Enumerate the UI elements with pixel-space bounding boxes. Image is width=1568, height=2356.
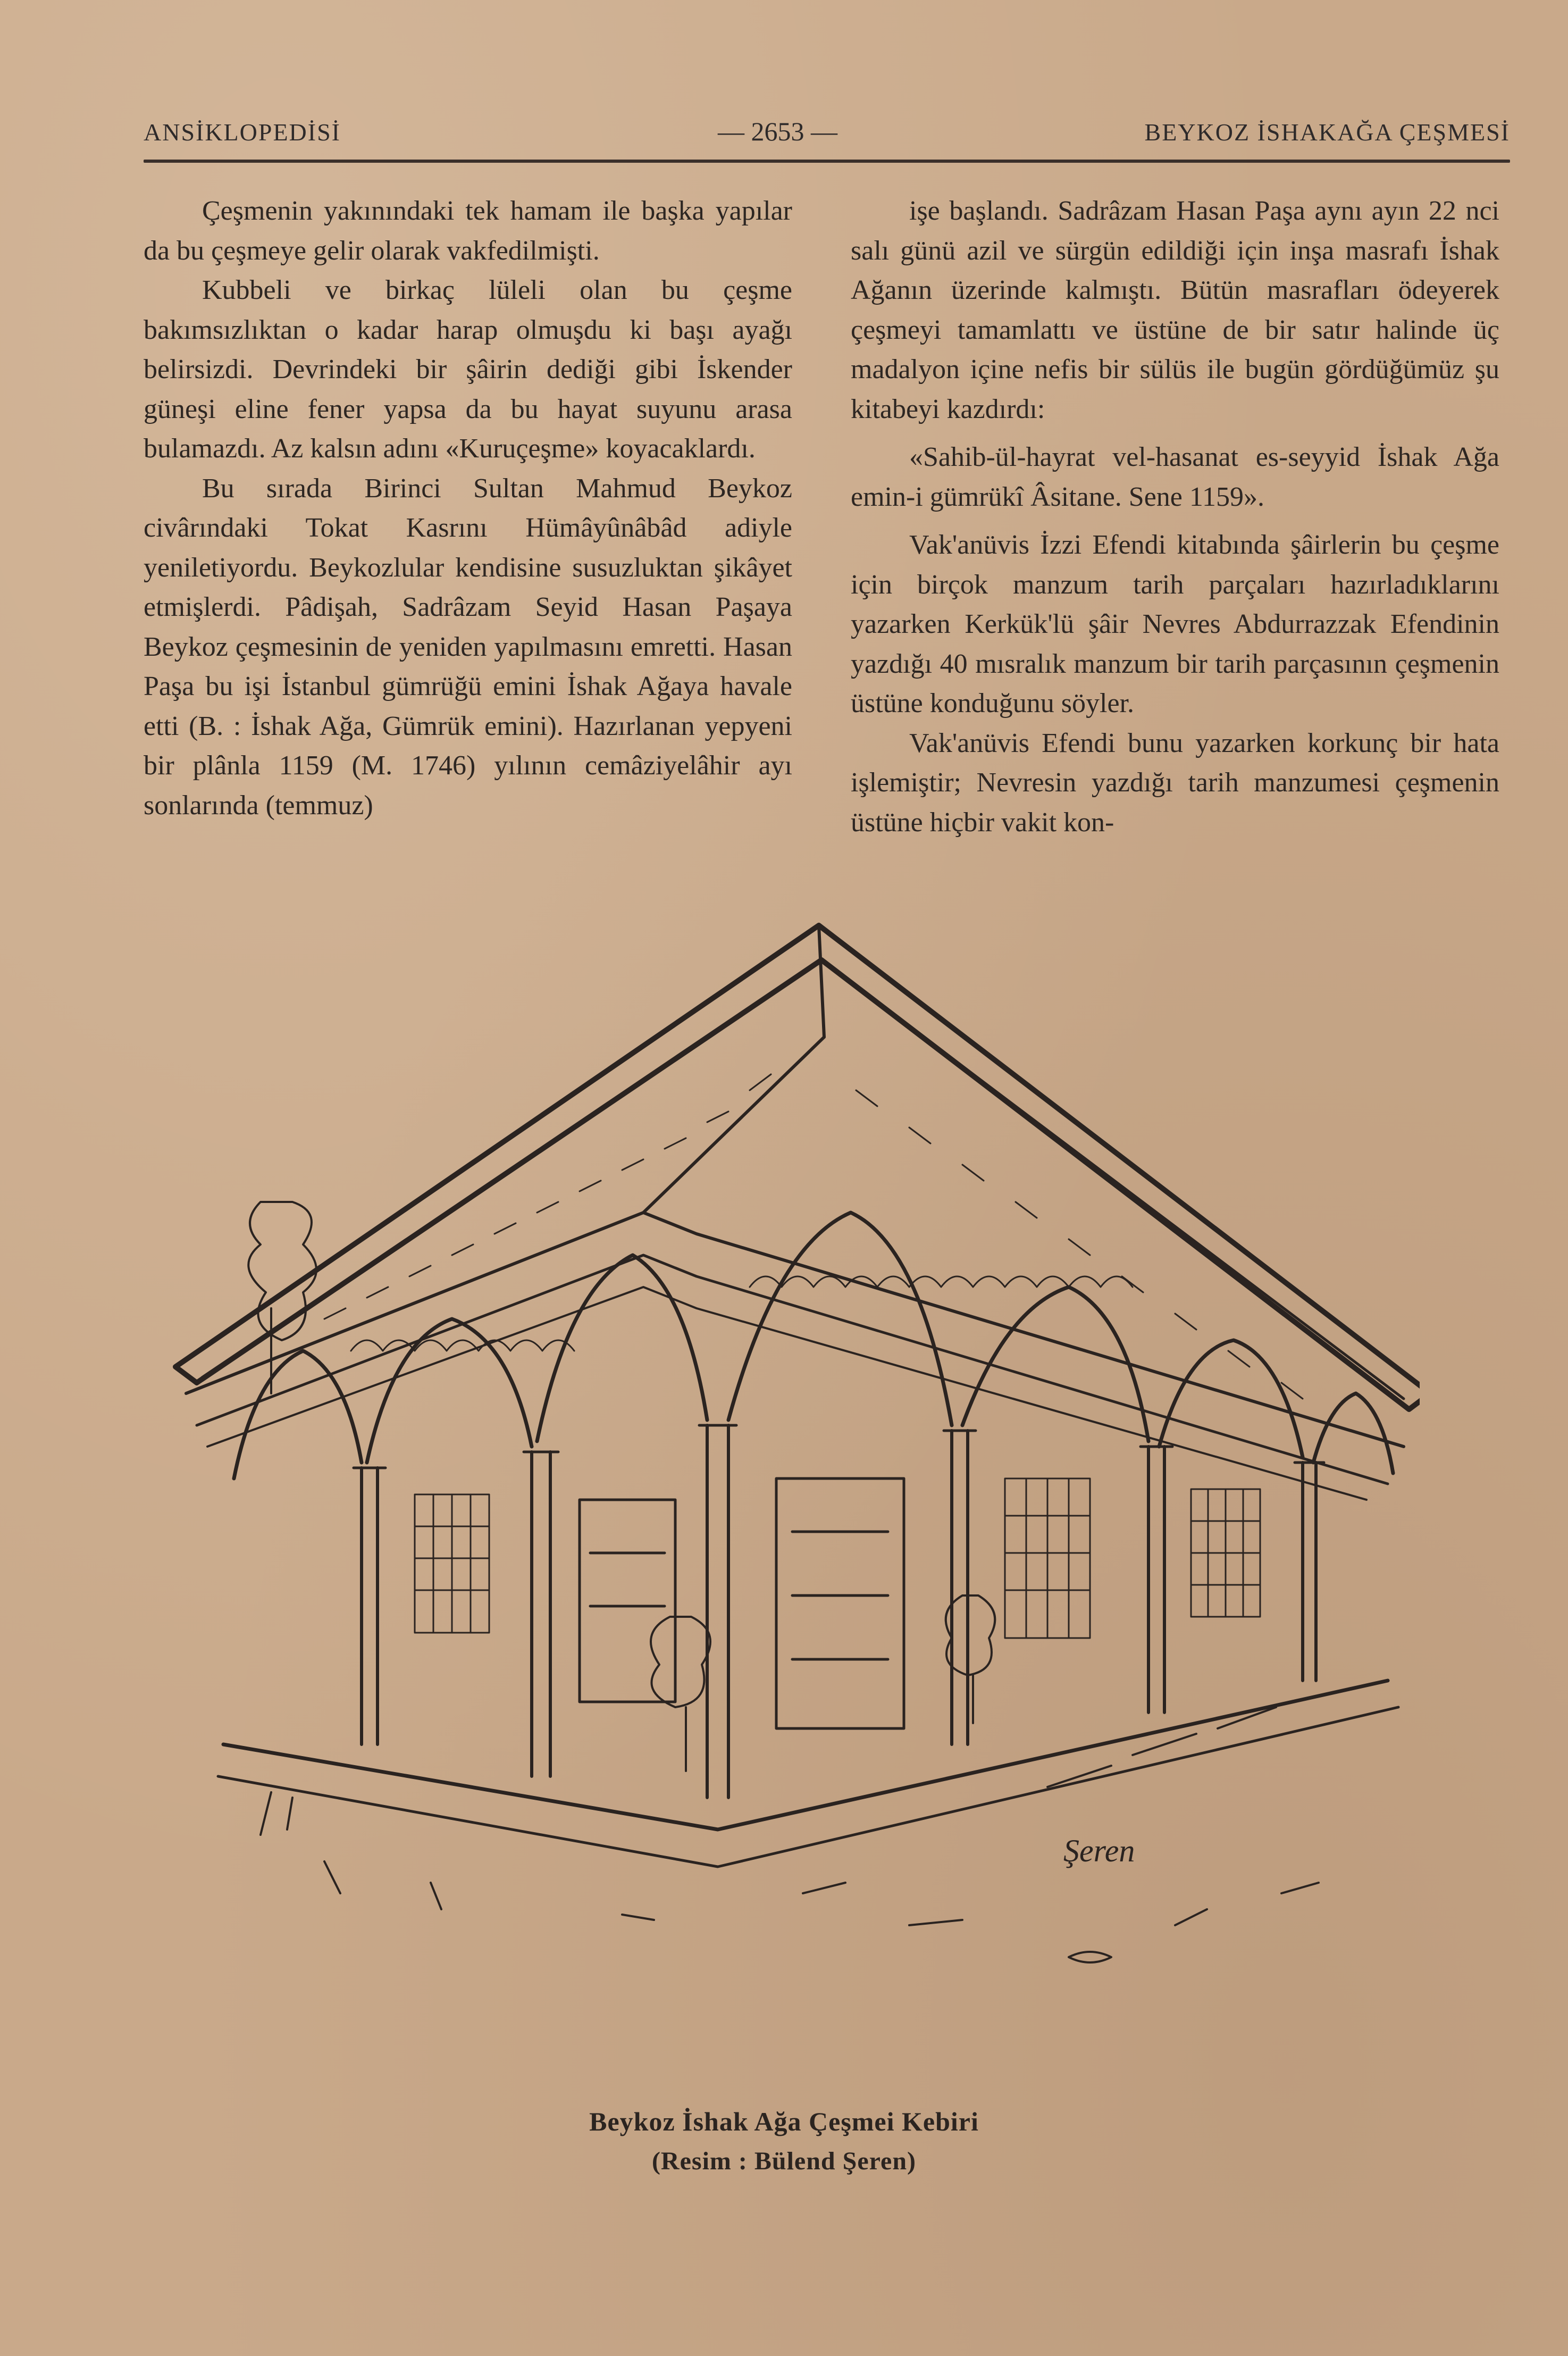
right-text-column [851,191,1499,842]
inscription-quote: «Sahib-ül-hayrat vel-hasanat es-seyyid İshak Ağa emin-i gümrükî Âsitane. Sene 1159». [851,442,1499,512]
paragraph: Çeşmenin yakınındaki tek hamam ile başka yapılar da bu çeşmeye gelir olarak vakfedilmişti. [144,196,792,266]
figure-caption: Beykoz İshak Ağa Çeşmei Kebiri [589,2107,979,2136]
header-rule [144,160,1510,163]
paragraph: Bu sırada Birinci Sultan Mahmud Beykoz civârındaki Tokat Kasrını Hümâyûnâbâd adiyle yeniletiyordu. Beykozlular kendisine susuzluktan şikâyet etmişlerdi. Pâdişah, Sadrâzam Seyid Hasan Paşaya Beykoz çeşmesinin de yeniden yapılmasını emretti. Hasan Paşa bu işi İstanbul gümrüğü emini İshak Ağaya havale etti (B. : İshak Ağa, Gümrük emini). Hazırlanan yepyeni bir plânla 1159 (M. 1746) yılının cemâziyelâhir ayı sonlarında (temmuz) [144,473,792,821]
paragraph: işe başlandı. Sadrâzam Hasan Paşa aynı ayın 22 nci salı günü azil ve sürgün edildiği için inşa masrafı İshak Ağanın üzerinde kalmıştı. Bütün masrafları ödeyerek çeşmeyi tamamlattı ve üstüne de bir satır halinde üç madalyon içine nefis bir sülüs ile bugün gördüğümüz şu kitabeyi kazdırdı: [851,196,1499,424]
page-number: — 2653 — [718,116,837,146]
paragraph: Vak'anüvis Efendi bunu yazarken korkunç bir hata işlemiştir; Nevresin yazdığı tarih manzumesi çeşmenin üstüne hiçbir vakit kon- [851,728,1499,838]
paragraph: Kubbeli ve birkaç lüleli olan bu çeşme bakımsızlıktan o kadar harap olmuşdu ki başı ayağı belirsizdi. Devrindeki bir şâirin dediği gibi İskender güneşi eline fener yapsa da bu hayat suyunu arasa bulamazdı. Az kalsın adını «Kuruçeşme» koyacaklardı. [144,275,792,464]
running-header [144,118,1510,161]
fountain-drawing [165,915,1420,2079]
left-text-column [144,191,792,825]
figure-credit: (Resim : Bülend Şeren) [651,2147,917,2175]
fountain-illustration [165,915,1420,2079]
header-left-title: ANSİKLOPEDİSİ [144,119,341,146]
artist-signature: Şeren [1063,1833,1135,1868]
paragraph: Vak'anüvis İzzi Efendi kitabında şâirlerin bu çeşme için birçok manzum tarih parçaları hazırladıklarını yazarken Kerkük'lü şâir Nevres Abdurrazzak Efendinin yazdığı 40 mısralık manzum bir tarih parçasının çeşmenin üstüne konduğunu söyler. [851,530,1499,719]
header-right-title: BEYKOZ İSHAKAĞA ÇEŞMESİ [1144,119,1510,146]
